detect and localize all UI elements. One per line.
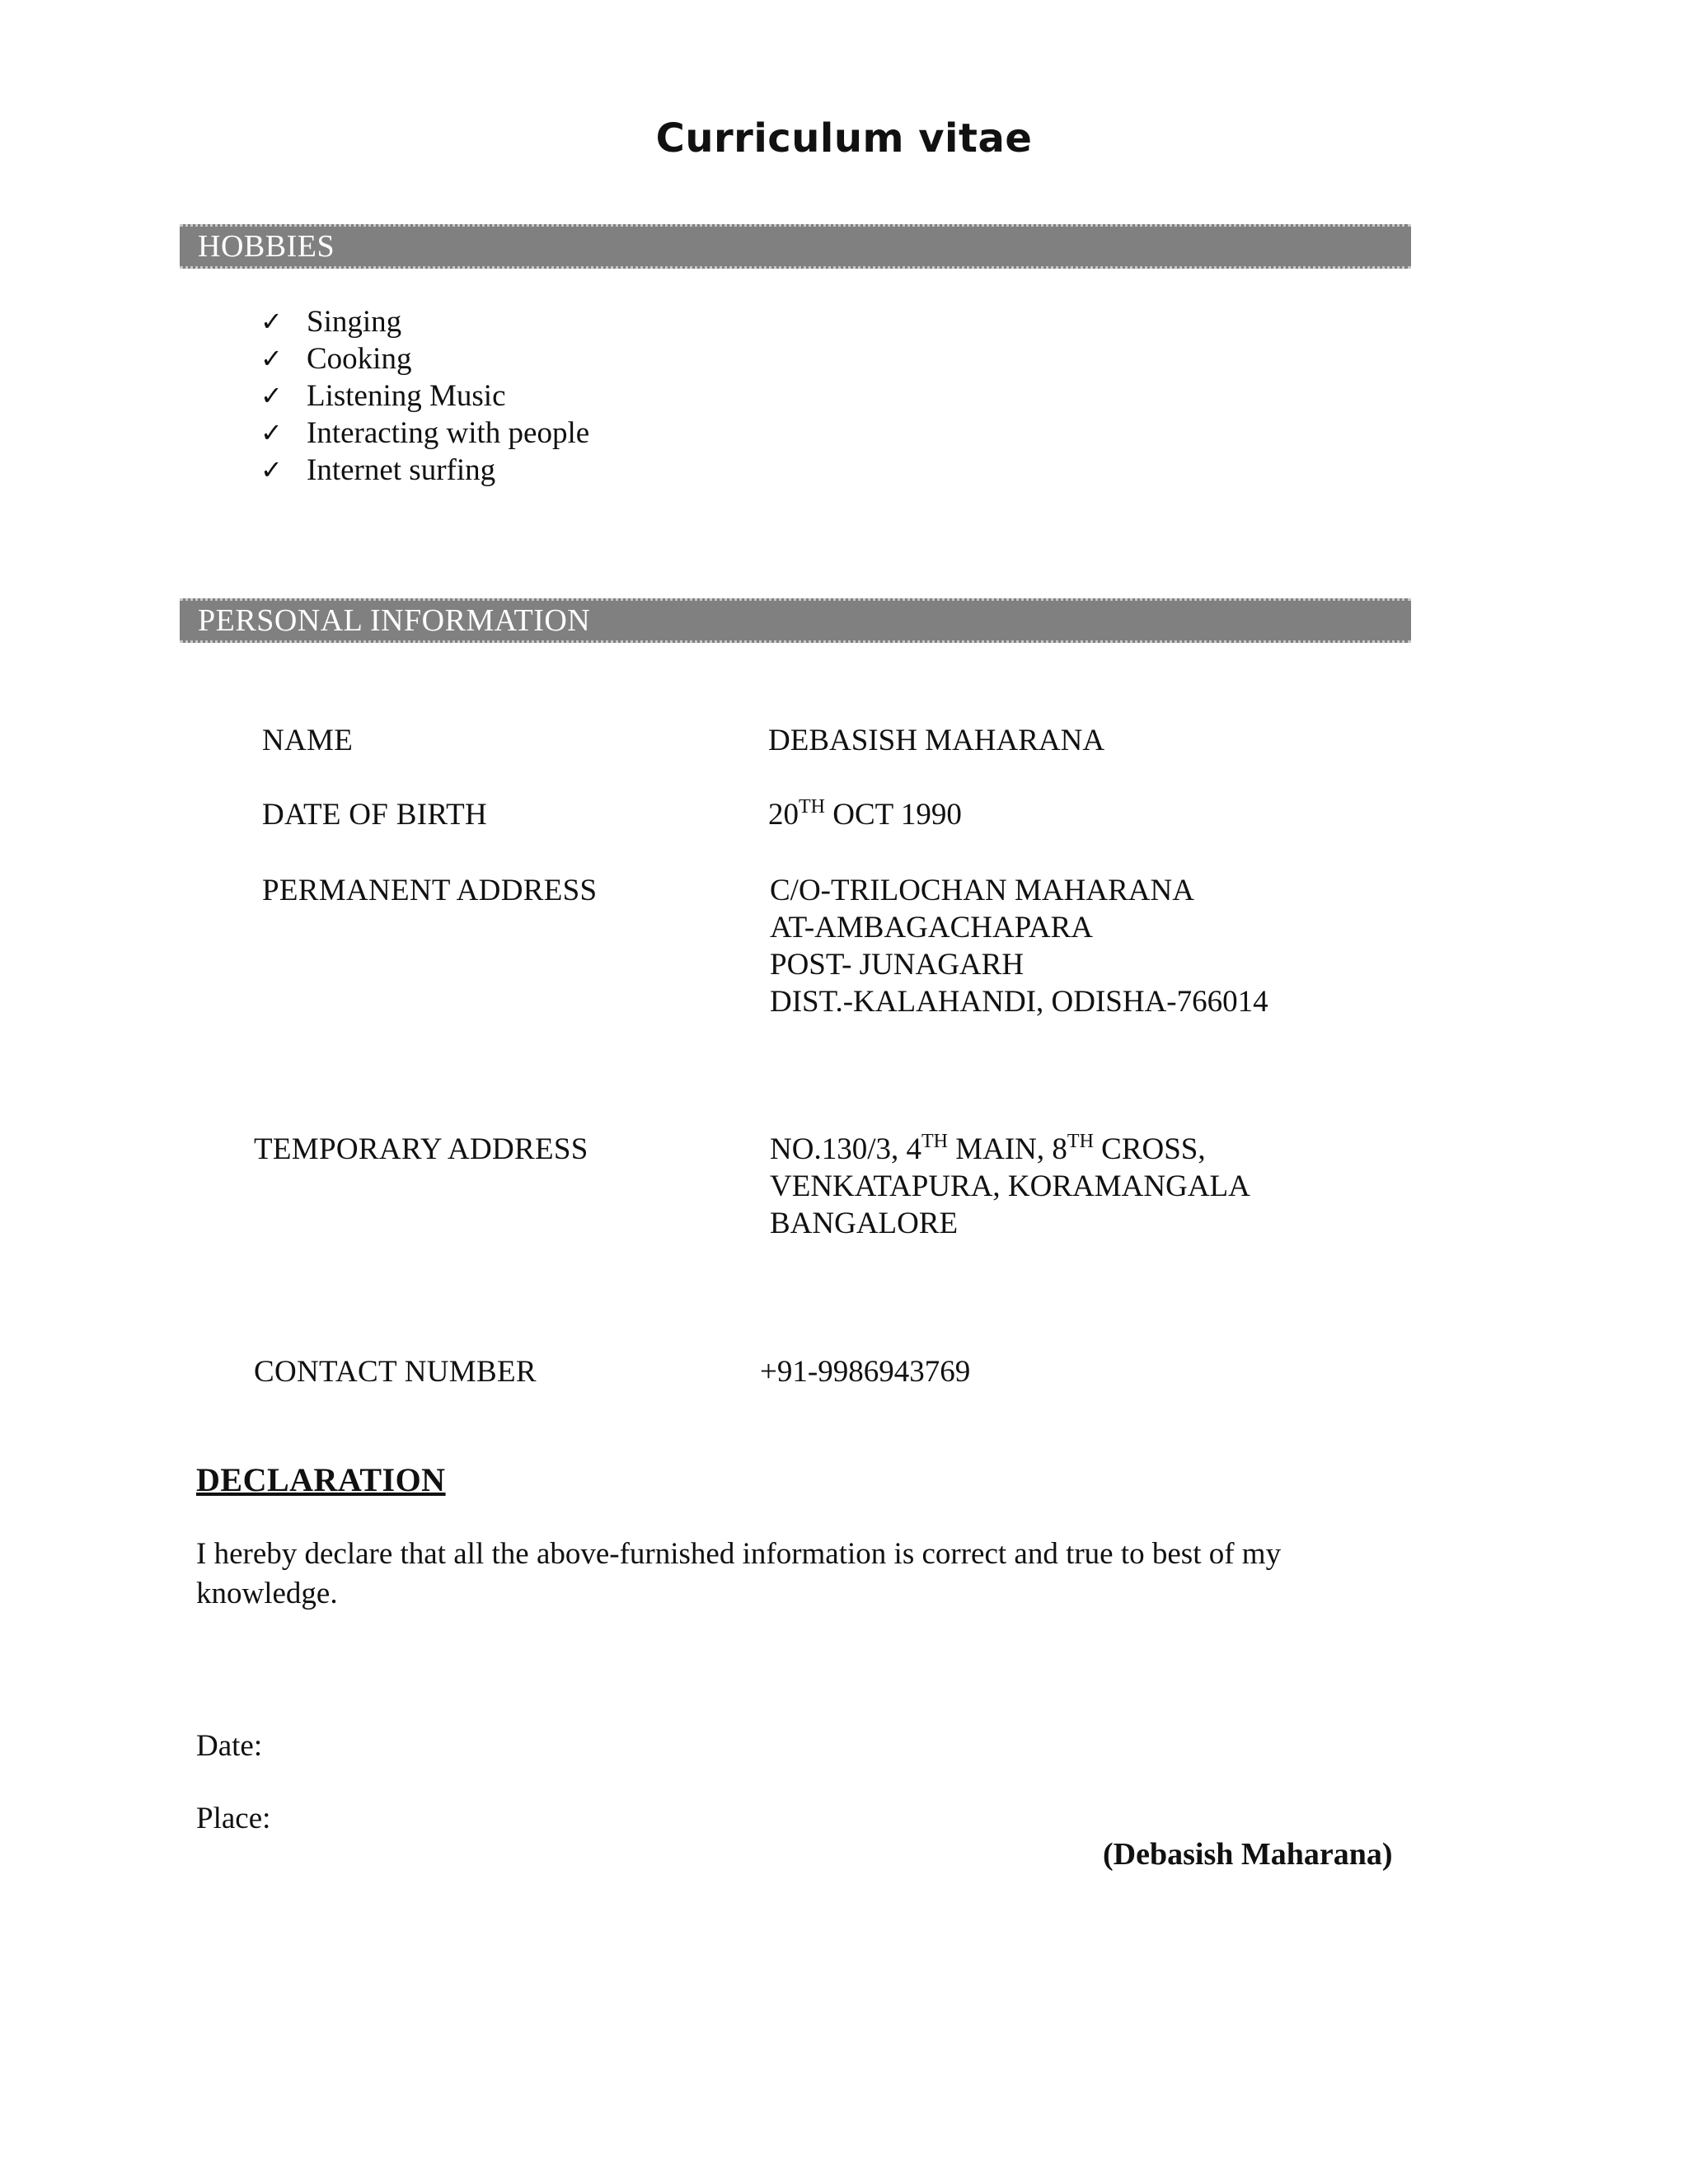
place-label: Place: (196, 1802, 271, 1835)
list-item (260, 452, 589, 489)
dob-value: 20TH OCT 1990 (768, 796, 962, 832)
temporary-address-value (770, 1131, 1250, 1242)
list-item (260, 303, 589, 340)
personal-info-section-header: PERSONAL INFORMATION (180, 598, 1411, 643)
checkmark-icon: ✓ (260, 306, 283, 337)
contact-number-value: +91-9986943769 (760, 1355, 971, 1389)
hobby-label: Interacting with people (307, 416, 590, 450)
permanent-address-label: PERMANENT ADDRESS (262, 874, 598, 907)
address-line: POST- JUNAGARH (770, 948, 1025, 982)
address-line: C/O-TRILOCHAN MAHARANA (770, 874, 1194, 907)
address-line: VENKATAPURA, KORAMANGALA (770, 1169, 1250, 1203)
name-value: DEBASISH MAHARANA (768, 724, 1105, 757)
list-item (260, 340, 589, 377)
list-item (260, 377, 589, 415)
checkmark-icon: ✓ (260, 417, 283, 448)
temporary-address-label: TEMPORARY ADDRESS (254, 1132, 588, 1166)
hobby-label: Internet surfing (307, 453, 496, 487)
address-line: BANGALORE (770, 1207, 959, 1240)
hobby-label: Singing (307, 305, 402, 339)
hobby-label: Listening Music (307, 379, 506, 413)
dob-label: DATE OF BIRTH (262, 798, 488, 832)
address-line: DIST.-KALAHANDI, ODISHA-766014 (770, 985, 1268, 1019)
list-item (260, 415, 589, 452)
hobby-label: Cooking (307, 342, 412, 376)
contact-number-label: CONTACT NUMBER (254, 1355, 537, 1389)
checkmark-icon: ✓ (260, 380, 283, 411)
permanent-address-value (770, 872, 1268, 1020)
declaration-heading: DECLARATION (196, 1461, 446, 1498)
checkmark-icon: ✓ (260, 343, 283, 374)
declaration-text: I hereby declare that all the above-furnished information is correct and true to best of my knowledge. (196, 1537, 1282, 1610)
hobbies-list (260, 303, 589, 489)
address-line: NO.130/3, 4TH MAIN, 8TH CROSS, (770, 1131, 1206, 1166)
document-title: Curriculum vitae (655, 115, 1033, 162)
name-label: NAME (262, 724, 354, 757)
address-line: AT-AMBAGACHAPARA (770, 911, 1094, 944)
hobbies-section-header: HOBBIES (180, 224, 1411, 269)
checkmark-icon: ✓ (260, 454, 283, 485)
signature-name: (Debasish Maharana) (1103, 1837, 1393, 1872)
date-label: Date: (196, 1729, 263, 1763)
